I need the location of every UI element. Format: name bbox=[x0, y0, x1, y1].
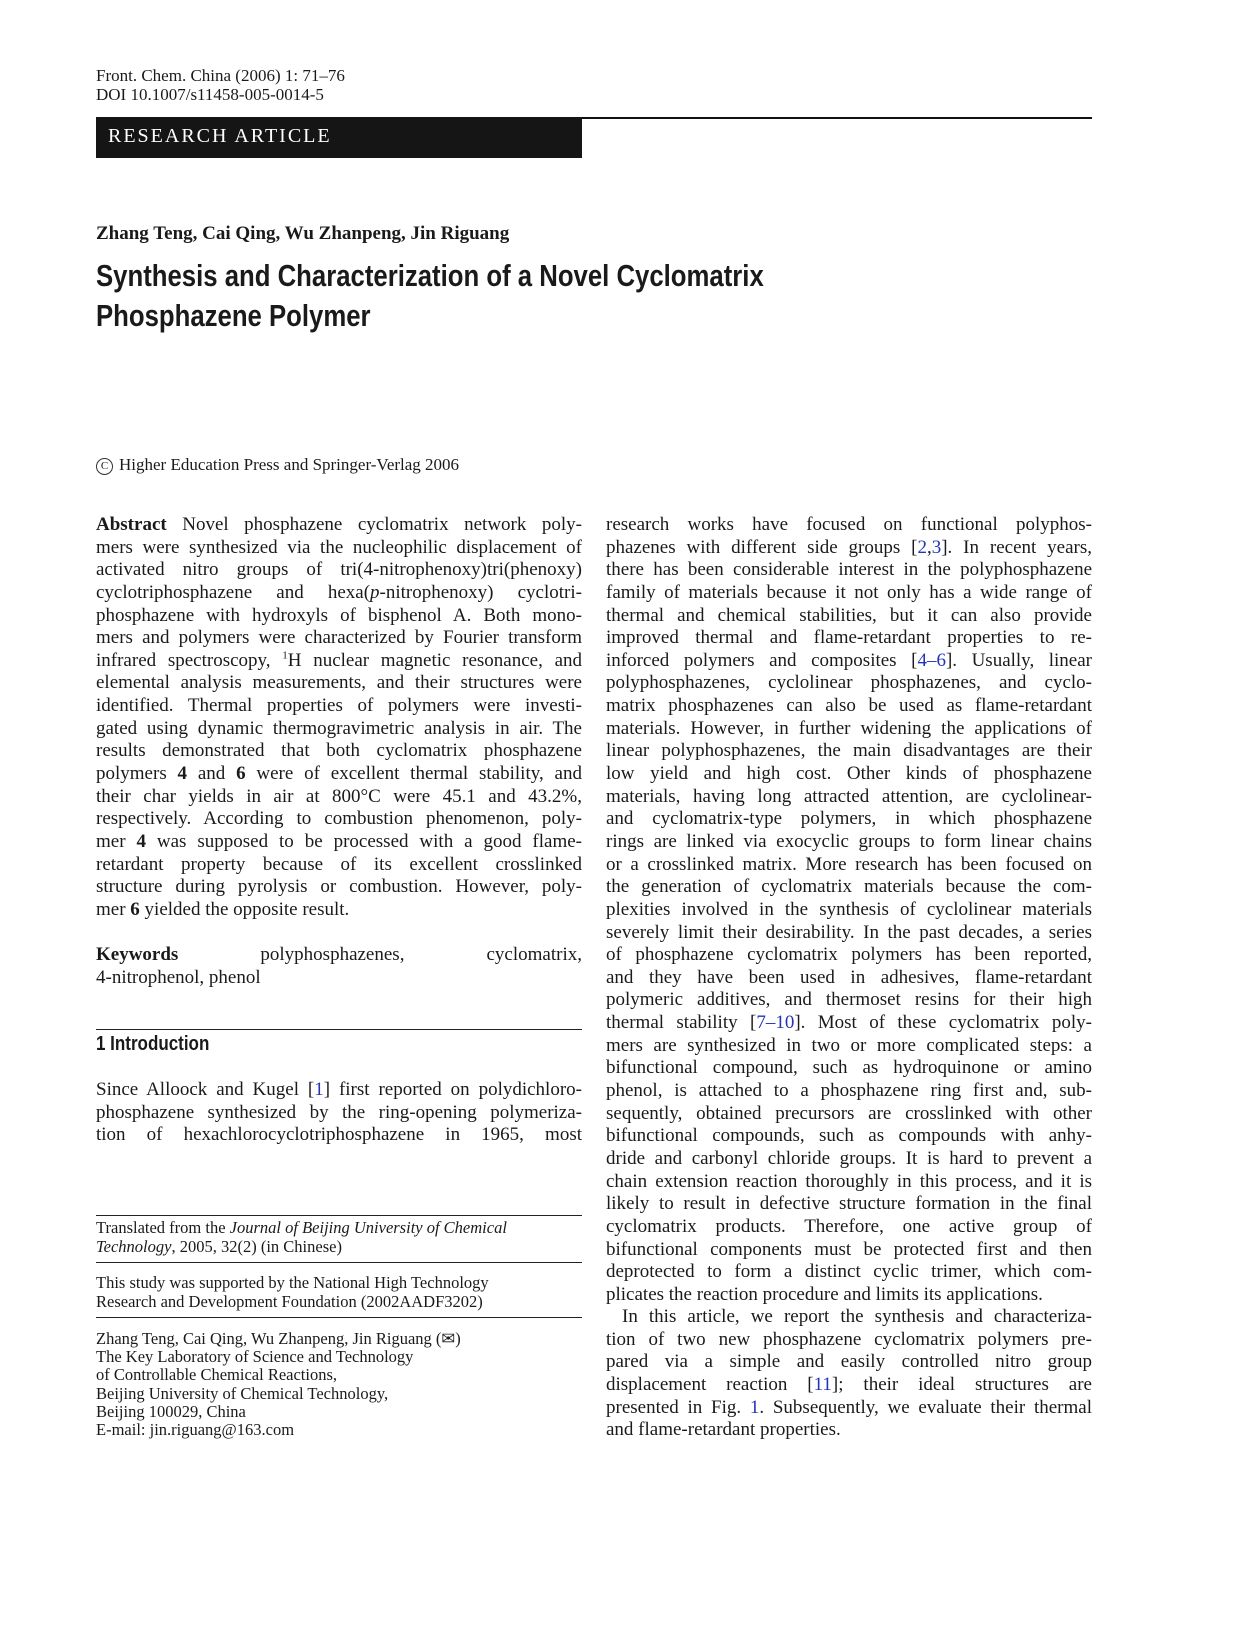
text-segment: Technology bbox=[96, 1236, 172, 1256]
text-line bbox=[606, 1035, 1092, 1058]
text-line bbox=[606, 695, 1092, 718]
text-segment: improved thermal and flame-retardant properties to re- bbox=[606, 627, 1092, 649]
citation-link[interactable]: 11 bbox=[813, 1373, 832, 1395]
text-segment: H nuclear magnetic resonance, and bbox=[287, 649, 582, 671]
text-segment: 6 bbox=[236, 763, 246, 785]
article-type: RESEARCH ARTICLE bbox=[108, 125, 332, 147]
text-line bbox=[96, 650, 582, 673]
text-segment: cyclotriphosphazene and hexa( bbox=[96, 581, 371, 603]
text-segment: likely to result in defective structure formation in the final bbox=[606, 1193, 1092, 1215]
citation-link[interactable]: 4–6 bbox=[917, 649, 946, 671]
text-segment: materials, having long attracted attention, are cyclolinear- bbox=[606, 785, 1092, 807]
text-segment: bifunctional compound, such as hydroquinone or amino bbox=[606, 1057, 1092, 1079]
text-segment: 4-nitrophenol, phenol bbox=[96, 966, 261, 988]
text-segment: phenol, is attached to a phosphazene ring first and, sub- bbox=[606, 1080, 1092, 1102]
text-segment: -nitrophenoxy) cyclotri- bbox=[379, 581, 582, 603]
text-line bbox=[96, 537, 582, 560]
text-segment: Novel phosphazene cyclomatrix network poly- bbox=[166, 514, 582, 535]
text-line bbox=[606, 740, 1092, 763]
text-segment: retardant property because of its excellent crosslinked bbox=[96, 853, 582, 875]
text-segment: phosphazene with hydroxyls of bisphenol A. Both mono- bbox=[96, 604, 582, 626]
text-segment: respectively. According to combustion phenomenon, poly- bbox=[96, 808, 582, 830]
text-segment: plexities involved in the synthesis of cyclolinear materials bbox=[606, 898, 1092, 920]
text-line bbox=[606, 763, 1092, 786]
text-line bbox=[606, 989, 1092, 1012]
text-segment: rings are linked via exocyclic groups to form linear chains bbox=[606, 830, 1092, 852]
text-segment: Beijing 100029, China bbox=[96, 1401, 246, 1421]
text-line bbox=[606, 808, 1092, 831]
text-line bbox=[606, 1193, 1092, 1216]
text-segment: were of excellent thermal stability, and bbox=[245, 763, 582, 785]
text-line bbox=[96, 718, 582, 741]
text-line bbox=[606, 1261, 1092, 1284]
text-segment: polyphosphazenes, cyclomatrix, bbox=[178, 944, 582, 965]
text-line bbox=[606, 582, 1092, 605]
text-segment: ] first reported on polydichloro- bbox=[323, 1079, 582, 1100]
text-segment: Since Alloock and Kugel [ bbox=[96, 1079, 315, 1100]
section-heading: 1 Introduction bbox=[96, 1033, 210, 1055]
text-segment: pared via a simple and easily controlled nitro group bbox=[606, 1351, 1092, 1373]
text-segment: identified. Thermal properties of polymers were investi- bbox=[96, 695, 582, 717]
text-line bbox=[96, 1079, 582, 1102]
text-segment: mers were synthesized via the nucleophilic displacement of bbox=[96, 536, 582, 558]
text-segment: phazenes with different side groups [ bbox=[606, 536, 918, 558]
text-line bbox=[96, 763, 582, 786]
text-segment: sequently, obtained precursors are crosslinked with other bbox=[606, 1102, 1092, 1124]
text-segment: The Key Laboratory of Science and Technology bbox=[96, 1347, 414, 1367]
text-segment: tion of hexachlorocyclotriphosphazene in 1965, most bbox=[96, 1124, 582, 1146]
text-segment: , bbox=[926, 536, 932, 558]
footnote-translation bbox=[96, 1219, 582, 1256]
text-line bbox=[96, 672, 582, 695]
text-line bbox=[96, 1366, 582, 1384]
text-line bbox=[606, 1171, 1092, 1194]
paper-title bbox=[96, 256, 764, 336]
text-line bbox=[606, 537, 1092, 560]
text-segment: . Subsequently, we evaluate their thermal bbox=[759, 1396, 1092, 1418]
text-line bbox=[606, 1374, 1092, 1397]
doi: DOI 10.1007/s11458-005-0014-5 bbox=[96, 84, 324, 104]
text-line bbox=[96, 559, 582, 582]
text-segment: dride and carbonyl chloride groups. It is hard to prevent a bbox=[606, 1147, 1092, 1169]
keywords bbox=[96, 944, 582, 989]
intro-right-paragraph-2 bbox=[606, 1306, 1092, 1442]
text-segment: low yield and high cost. Other kinds of phosphazene bbox=[606, 763, 1092, 785]
text-line bbox=[606, 1216, 1092, 1239]
text-segment: results demonstrated that both cyclomatrix phosphazene bbox=[96, 740, 582, 762]
text-line bbox=[96, 605, 582, 628]
text-line bbox=[606, 1080, 1092, 1103]
text-segment: 4 bbox=[177, 763, 188, 785]
citation-link[interactable]: 1 bbox=[749, 1396, 760, 1418]
text-line bbox=[96, 899, 582, 922]
text-line bbox=[96, 1219, 582, 1238]
text-segment: In this article, we report the synthesis and characteriza- bbox=[622, 1306, 1092, 1327]
text-segment: Keywords bbox=[96, 944, 179, 965]
copyright bbox=[96, 455, 459, 475]
text-segment: there has been considerable interest in the polyphosphazene bbox=[606, 559, 1092, 581]
text-line bbox=[96, 1238, 582, 1257]
citation-link[interactable]: 3 bbox=[931, 536, 942, 558]
text-segment: displacement reaction [ bbox=[606, 1373, 814, 1395]
footnote-rule bbox=[96, 1215, 582, 1216]
text-line bbox=[606, 899, 1092, 922]
footnote-affiliation bbox=[96, 1330, 582, 1439]
text-segment: mers are synthesized in two or more complicated steps: a bbox=[606, 1034, 1092, 1056]
text-line bbox=[606, 1148, 1092, 1171]
footnote-funding bbox=[96, 1274, 582, 1311]
text-line bbox=[96, 831, 582, 854]
text-segment: plicates the reaction procedure and limits its applications. bbox=[606, 1283, 1043, 1305]
text-segment: ]. In recent years, bbox=[941, 536, 1092, 558]
header-rule bbox=[582, 117, 1092, 119]
text-line bbox=[96, 1102, 582, 1125]
citation-link[interactable]: 1 bbox=[314, 1079, 324, 1100]
text-segment: and bbox=[187, 763, 237, 785]
text-segment: This study was supported by the National High Technology bbox=[96, 1273, 489, 1292]
abstract bbox=[96, 514, 582, 922]
citation-link[interactable]: 7–10 bbox=[756, 1012, 795, 1034]
text-segment: or a crosslinked matrix. More research has been focused on bbox=[606, 853, 1092, 875]
text-line bbox=[606, 854, 1092, 877]
text-segment: severely limit their desirability. In the past decades, a series bbox=[606, 921, 1092, 943]
text-segment: Zhang Teng, Cai Qing, Wu Zhanpeng, Jin Riguang (✉) bbox=[96, 1329, 461, 1348]
intro-right-paragraph-1 bbox=[606, 514, 1092, 1306]
text-line bbox=[96, 1293, 582, 1312]
text-segment: of Controllable Chemical Reactions, bbox=[96, 1365, 338, 1385]
text-line bbox=[606, 967, 1092, 990]
text-line bbox=[96, 808, 582, 831]
text-segment: of phosphazene cyclomatrix polymers has been reported, bbox=[606, 944, 1092, 966]
text-line bbox=[96, 1274, 582, 1293]
text-line bbox=[606, 650, 1092, 673]
text-segment: and flame-retardant properties. bbox=[606, 1419, 841, 1441]
text-segment: ]. Usually, linear bbox=[945, 649, 1092, 671]
text-line bbox=[96, 1348, 582, 1366]
text-segment: bifunctional compounds, such as compounds with anhy- bbox=[606, 1125, 1092, 1147]
authors: Zhang Teng, Cai Qing, Wu Zhanpeng, Jin Riguang bbox=[96, 223, 510, 244]
text-line bbox=[606, 672, 1092, 695]
text-segment: cyclomatrix products. Therefore, one active group of bbox=[606, 1215, 1092, 1237]
text-segment: activated nitro groups of tri(4-nitrophenoxy)tri(phenoxy) bbox=[96, 559, 582, 581]
text-segment: linear polyphosphazenes, the main disadvantages are their bbox=[606, 740, 1092, 762]
article-type-banner bbox=[96, 117, 582, 158]
text-segment: p bbox=[370, 581, 380, 603]
text-line bbox=[606, 627, 1092, 650]
footnote-rule bbox=[96, 1317, 582, 1318]
text-segment: materials. However, in further widening the applications of bbox=[606, 717, 1092, 739]
text-segment: gated using dynamic thermogravimetric analysis in air. The bbox=[96, 717, 582, 739]
text-segment: Abstract bbox=[96, 514, 167, 535]
text-line bbox=[96, 1421, 582, 1439]
text-line bbox=[96, 1124, 582, 1147]
text-segment: was supposed to be processed with a good flame- bbox=[145, 830, 582, 852]
text-line bbox=[96, 876, 582, 899]
title-line: Phosphazene Polymer bbox=[96, 298, 371, 333]
text-segment: 6 bbox=[130, 898, 140, 920]
text-line bbox=[606, 514, 1092, 537]
text-segment: polymers bbox=[96, 763, 178, 785]
text-segment: phosphazene synthesized by the ring-opening polymeriza- bbox=[96, 1101, 582, 1123]
text-line bbox=[96, 514, 582, 537]
text-segment: the generation of cyclomatrix materials because the com- bbox=[606, 876, 1092, 898]
text-segment: chain extension reaction thoroughly in this process, and it is bbox=[606, 1170, 1092, 1192]
section-rule bbox=[96, 1029, 582, 1030]
text-segment: family of materials because it not only has a wide range of bbox=[606, 581, 1092, 603]
copyright-text: Higher Education Press and Springer-Verlag 2006 bbox=[119, 455, 460, 474]
text-line bbox=[96, 627, 582, 650]
journal-citation: Front. Chem. China (2006) 1: 71–76 bbox=[96, 66, 345, 85]
text-line bbox=[96, 1330, 582, 1348]
text-line bbox=[606, 831, 1092, 854]
text-line bbox=[606, 1284, 1092, 1307]
text-segment: thermal and chemical stabilities, but it can also provide bbox=[606, 604, 1092, 626]
text-line bbox=[96, 786, 582, 809]
text-line bbox=[606, 1329, 1092, 1352]
text-line bbox=[606, 1057, 1092, 1080]
text-segment: Journal of Beijing University of Chemical bbox=[229, 1218, 507, 1237]
text-line bbox=[606, 1306, 1092, 1329]
text-segment: mers and polymers were characterized by Fourier transform bbox=[96, 627, 582, 649]
text-segment: ]; their ideal structures are bbox=[831, 1373, 1092, 1395]
text-line bbox=[96, 1403, 582, 1421]
text-line bbox=[606, 1419, 1092, 1442]
text-line bbox=[96, 854, 582, 877]
title-line: Synthesis and Characterization of a Novel Cyclomatrix bbox=[96, 258, 764, 293]
text-line bbox=[96, 1385, 582, 1403]
text-line bbox=[606, 1103, 1092, 1126]
intro-left bbox=[96, 1079, 582, 1147]
text-line bbox=[606, 1397, 1092, 1420]
text-segment: and cyclomatrix-type polymers, in which phosphazene bbox=[606, 808, 1092, 830]
text-segment: 1 bbox=[282, 649, 288, 662]
text-segment: infrared spectroscopy, bbox=[96, 649, 283, 671]
text-segment: research works have focused on functional polyphos- bbox=[606, 514, 1092, 535]
text-line bbox=[606, 786, 1092, 809]
citation-header bbox=[96, 67, 345, 104]
text-segment: , 2005, 32(2) (in Chinese) bbox=[171, 1236, 342, 1256]
text-segment: thermal stability [ bbox=[606, 1012, 757, 1034]
text-segment: mer bbox=[96, 898, 131, 920]
text-segment: mer bbox=[96, 830, 137, 852]
text-line bbox=[606, 944, 1092, 967]
text-segment: E-mail: jin.riguang@163.com bbox=[96, 1420, 295, 1440]
text-line bbox=[96, 695, 582, 718]
text-segment: 4 bbox=[136, 830, 146, 852]
text-line bbox=[606, 1239, 1092, 1262]
text-line bbox=[606, 559, 1092, 582]
text-segment: ]. Most of these cyclomatrix poly- bbox=[794, 1012, 1093, 1034]
text-segment: yielded the opposite result. bbox=[139, 898, 350, 920]
text-line bbox=[606, 1351, 1092, 1374]
text-line bbox=[96, 967, 582, 990]
text-segment: Translated from the bbox=[96, 1218, 230, 1237]
text-segment: deprotected to form a distinct cyclic trimer, which com- bbox=[606, 1261, 1092, 1283]
text-line bbox=[606, 718, 1092, 741]
text-segment: elemental analysis measurements, and their structures were bbox=[96, 672, 582, 694]
text-segment: polymeric additives, and thermoset resins for their high bbox=[606, 989, 1092, 1011]
text-segment: bifunctional components must be protected first and then bbox=[606, 1238, 1092, 1260]
text-line bbox=[96, 740, 582, 763]
text-segment: polyphosphazenes, cyclolinear phosphazenes, and cyclo- bbox=[606, 672, 1092, 694]
text-segment: Research and Development Foundation (2002AADF3202) bbox=[96, 1291, 483, 1311]
text-line bbox=[606, 922, 1092, 945]
copyright-icon: C bbox=[96, 458, 113, 475]
text-segment: structure during pyrolysis or combustion. However, poly- bbox=[96, 876, 582, 898]
text-segment: tion of two new phosphazene cyclomatrix polymers pre- bbox=[606, 1328, 1092, 1350]
text-line bbox=[96, 944, 582, 967]
text-segment: and they have been used in adhesives, flame-retardant bbox=[606, 966, 1092, 988]
text-segment: matrix phosphazenes can also be used as flame-retardant bbox=[606, 695, 1092, 717]
text-line bbox=[606, 1125, 1092, 1148]
text-line bbox=[96, 582, 582, 605]
text-line bbox=[606, 605, 1092, 628]
text-segment: presented in Fig. bbox=[606, 1396, 750, 1418]
text-line bbox=[606, 1012, 1092, 1035]
footnote-rule bbox=[96, 1262, 582, 1263]
citation-link[interactable]: 2 bbox=[917, 536, 927, 558]
text-segment: inforced polymers and composites [ bbox=[606, 649, 918, 671]
text-segment: their char yields in air at 800°C were 45.1 and 43.2%, bbox=[96, 785, 582, 807]
text-line bbox=[606, 876, 1092, 899]
text-segment: Beijing University of Chemical Technology, bbox=[96, 1383, 389, 1403]
